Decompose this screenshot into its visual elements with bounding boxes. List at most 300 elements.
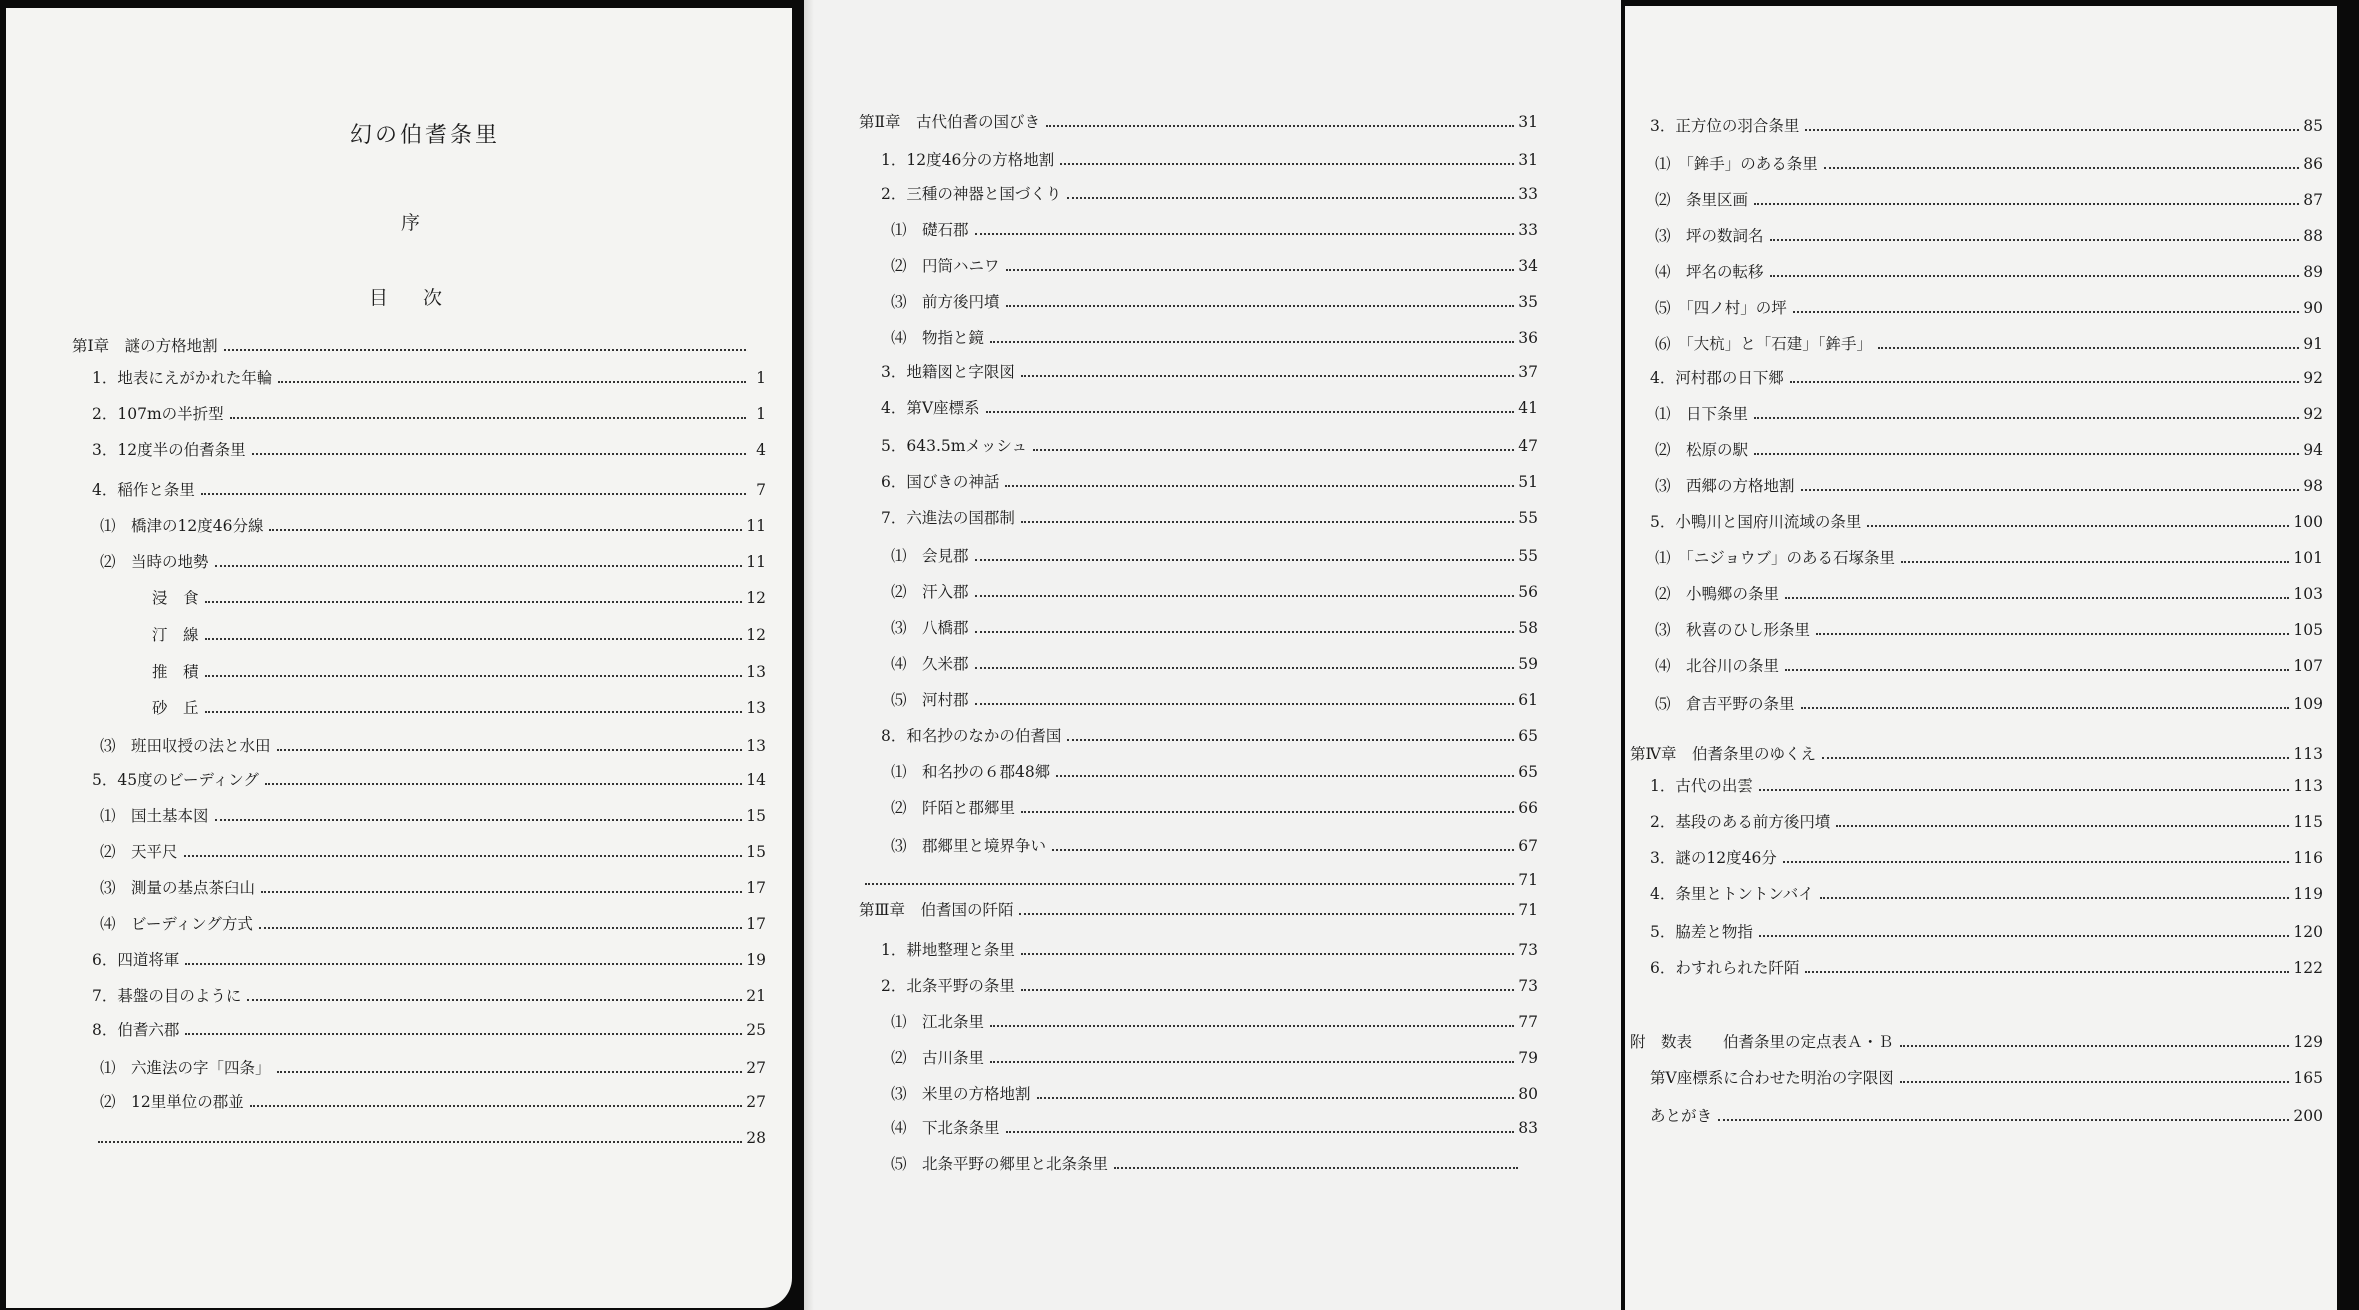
- dot-leader: [205, 711, 743, 713]
- toc-entry: [891, 220, 1538, 240]
- toc-entry-title: 6．四道将軍: [92, 951, 180, 969]
- dot-leader: [252, 453, 746, 455]
- toc-entry: [881, 940, 1538, 960]
- toc-entry: [100, 806, 766, 826]
- toc-entry-page-number: 71: [1518, 871, 1538, 889]
- toc-entry-page-number: 92: [2303, 369, 2323, 387]
- dot-leader: [265, 783, 742, 785]
- dot-leader: [975, 559, 1515, 561]
- toc-entry-page-number: 79: [1518, 1049, 1538, 1067]
- toc-entry-title: 1．地表にえがかれた年輪: [92, 369, 273, 387]
- book-title: 幻の伯耆条里: [350, 123, 501, 148]
- toc-entry-page-number: 122: [2293, 959, 2323, 977]
- dot-leader: [1867, 525, 2289, 527]
- toc-entry-page-number: 21: [746, 987, 766, 1005]
- toc-entry-title: 4．第Ⅴ座標系: [881, 399, 980, 417]
- toc-entry: [92, 1020, 766, 1040]
- toc-entry-title: ⑴ 「鉾手」のある条里: [1655, 155, 1818, 173]
- toc-entry: [891, 256, 1538, 276]
- toc-entry-title: ⑴ 国土基本図: [100, 807, 209, 825]
- toc-entry-page-number: 91: [2303, 335, 2323, 353]
- toc-entry-title: 2．北条平野の条里: [881, 977, 1015, 995]
- toc-entry: [1630, 1032, 2323, 1052]
- toc-entry: [72, 336, 766, 356]
- toc-entry-page-number: 1: [756, 369, 766, 387]
- toc-entry-title: ⑷ 久米郡: [891, 655, 969, 673]
- dot-leader: [1900, 1081, 2290, 1083]
- toc-entry-page-number: 19: [746, 951, 766, 969]
- toc-entry-title: 汀 線: [152, 626, 199, 644]
- toc-entry: [92, 480, 766, 500]
- toc-entry-page-number: 13: [746, 699, 766, 717]
- toc-entry-title: あとがき: [1650, 1107, 1713, 1125]
- dot-leader: [1805, 129, 2299, 131]
- toc-entry-page-number: 90: [2303, 299, 2323, 317]
- dot-leader: [1718, 1119, 2289, 1121]
- toc-entry: [1655, 620, 2323, 640]
- dot-leader: [1790, 381, 2299, 383]
- toc-entry-page-number: 31: [1518, 113, 1538, 131]
- toc-entry-page-number: 105: [2293, 621, 2323, 639]
- toc-entry-title: 3．謎の12度46分: [1650, 849, 1777, 867]
- toc-entry: [891, 328, 1538, 348]
- toc-entry-title: ⑵ 小鴨郷の条里: [1655, 585, 1780, 603]
- toc-entry: [100, 1092, 766, 1112]
- dot-leader: [1759, 789, 2290, 791]
- toc-entry-page-number: 107: [2293, 657, 2323, 675]
- toc-entry: [152, 662, 766, 682]
- toc-entry-page-number: 71: [1518, 901, 1538, 919]
- dot-leader: [975, 631, 1515, 633]
- toc-entry-title: ⑸ 河村郡: [891, 691, 969, 709]
- toc-entry: [92, 368, 766, 388]
- toc-entry-title: ⑵ 12里単位の郡並: [100, 1093, 244, 1111]
- toc-entry: [92, 404, 766, 424]
- toc-entry-title: 第Ⅰ章 謎の方格地割: [72, 337, 218, 355]
- toc-entry-page-number: 11: [746, 553, 766, 571]
- toc-entry: [152, 588, 766, 608]
- dot-leader: [269, 529, 742, 531]
- toc-entry: [1630, 744, 2323, 764]
- toc-entry-title: ⑶ 前方後円墳: [891, 293, 1000, 311]
- dot-leader: [1820, 897, 2290, 899]
- toc-entry-page-number: 88: [2303, 227, 2323, 245]
- dot-leader: [261, 891, 742, 893]
- toc-entry: [891, 618, 1538, 638]
- toc-entry: [1650, 512, 2323, 532]
- toc-entry-title: 5．643.5mメッシュ: [881, 437, 1028, 455]
- toc-entry-page-number: 35: [1518, 293, 1538, 311]
- dot-leader: [1114, 1167, 1518, 1169]
- toc-entry-title: ⑵ 阡陌と郡郷里: [891, 799, 1016, 817]
- toc-entry-page-number: 58: [1518, 619, 1538, 637]
- dot-leader: [1785, 597, 2289, 599]
- toc-entry: [92, 950, 766, 970]
- dot-leader: [990, 341, 1514, 343]
- toc-entry-page-number: 113: [2293, 745, 2323, 763]
- toc-entry: [1655, 226, 2323, 246]
- toc-entry: [859, 900, 1538, 920]
- toc-entry: [1650, 884, 2323, 904]
- toc-entry-title: 8．和名抄のなかの伯耆国: [881, 727, 1062, 745]
- toc-entry: [891, 582, 1538, 602]
- toc-entry-page-number: 36: [1518, 329, 1538, 347]
- toc-entry: [881, 976, 1538, 996]
- toc-entry: [881, 472, 1538, 492]
- toc-entry: [1650, 848, 2323, 868]
- toc-entry: [1650, 776, 2323, 796]
- dot-leader: [975, 595, 1515, 597]
- toc-entry: [92, 1128, 766, 1148]
- toc-entry-page-number: 80: [1518, 1085, 1538, 1103]
- toc-entry: [1650, 1106, 2323, 1126]
- toc-entry-title: 7．六進法の国郡制: [881, 509, 1015, 527]
- dot-leader: [990, 1025, 1514, 1027]
- right-page: [1625, 6, 2337, 1310]
- dot-leader: [277, 749, 743, 751]
- toc-entry-page-number: 120: [2293, 923, 2323, 941]
- dot-leader: [975, 233, 1515, 235]
- toc-entry: [891, 546, 1538, 566]
- toc-entry-page-number: 12: [746, 589, 766, 607]
- toc-entry-title: ⑸ 「四ノ村」の坪: [1655, 299, 1787, 317]
- dot-leader: [201, 493, 746, 495]
- dot-leader: [230, 417, 746, 419]
- toc-entry-title: 1．耕地整理と条里: [881, 941, 1015, 959]
- toc-entry: [152, 625, 766, 645]
- dot-leader: [185, 963, 742, 965]
- contents-heading: 目 次: [369, 287, 451, 309]
- toc-entry-page-number: 27: [746, 1059, 766, 1077]
- dot-leader: [1801, 489, 2300, 491]
- dot-leader: [205, 638, 743, 640]
- toc-entry-page-number: 59: [1518, 655, 1538, 673]
- toc-entry: [100, 842, 766, 862]
- toc-entry: [881, 436, 1538, 456]
- toc-entry-page-number: 33: [1518, 221, 1538, 239]
- toc-entry-title: ⑵ 天平尺: [100, 843, 178, 861]
- toc-entry-title: ⑸ 倉吉平野の条里: [1655, 695, 1795, 713]
- toc-entry-title: ⑴ 江北条里: [891, 1013, 985, 1031]
- toc-entry: [1655, 584, 2323, 604]
- dot-leader: [98, 1141, 742, 1143]
- toc-entry-page-number: 115: [2293, 813, 2323, 831]
- dot-leader: [1019, 913, 1514, 915]
- toc-entry: [891, 836, 1538, 856]
- toc-entry-page-number: 37: [1518, 363, 1538, 381]
- toc-entry-page-number: 87: [2303, 191, 2323, 209]
- toc-entry-title: 5．小鴨川と国府川流域の条里: [1650, 513, 1862, 531]
- dot-leader: [1052, 849, 1514, 851]
- toc-entry: [891, 1048, 1538, 1068]
- toc-entry-title: 附 数表 伯耆条里の定点表Ａ・Ｂ: [1630, 1033, 1894, 1051]
- toc-entry-page-number: 17: [746, 915, 766, 933]
- toc-entry: [891, 292, 1538, 312]
- toc-entry-page-number: 55: [1518, 547, 1538, 565]
- dot-leader: [215, 819, 743, 821]
- toc-entry-title: 1．12度46分の方格地割: [881, 151, 1055, 169]
- dot-leader: [1816, 633, 2289, 635]
- toc-entry-title: 3．地籍図と字限図: [881, 363, 1015, 381]
- toc-entry-title: 4．河村郡の日下郷: [1650, 369, 1784, 387]
- toc-entry-title: ⑷ 物指と鏡: [891, 329, 985, 347]
- toc-entry: [881, 184, 1538, 204]
- toc-entry-page-number: 129: [2293, 1033, 2323, 1051]
- toc-entry-title: ⑵ 古川条里: [891, 1049, 985, 1067]
- toc-entry-page-number: 109: [2293, 695, 2323, 713]
- dot-leader: [1006, 305, 1515, 307]
- toc-entry-page-number: 15: [746, 807, 766, 825]
- toc-entry-title: ⑵ 汗入郡: [891, 583, 969, 601]
- toc-entry-title: ⑹ 「大杭」と「石建」「鉾手」: [1655, 335, 1873, 353]
- toc-entry: [92, 440, 766, 460]
- toc-entry-title: ⑵ 円筒ハニワ: [891, 257, 1000, 275]
- toc-entry-title: ⑸ 北条平野の郷里と北条条里: [891, 1155, 1109, 1173]
- dot-leader: [1836, 825, 2289, 827]
- toc-entry: [891, 654, 1538, 674]
- toc-entry-title: ⑶ 測量の基点茶臼山: [100, 879, 256, 897]
- toc-entry-title: 3．12度半の伯耆条里: [92, 441, 246, 459]
- toc-entry: [100, 914, 766, 934]
- toc-entry-title: 3．正方位の羽合条里: [1650, 117, 1800, 135]
- toc-entry: [100, 516, 766, 536]
- toc-entry: [1655, 190, 2323, 210]
- dot-leader: [1901, 561, 2289, 563]
- toc-entry-page-number: 66: [1518, 799, 1538, 817]
- toc-entry-page-number: 47: [1518, 437, 1538, 455]
- toc-entry: [881, 726, 1538, 746]
- toc-entry-page-number: 51: [1518, 473, 1538, 491]
- toc-entry: [891, 1084, 1538, 1104]
- toc-entry: [100, 736, 766, 756]
- toc-entry-page-number: 86: [2303, 155, 2323, 173]
- toc-entry: [1650, 922, 2323, 942]
- toc-entry-title: ⑷ 坪名の転移: [1655, 263, 1764, 281]
- middle-page: [804, 0, 1621, 1310]
- dot-leader: [1785, 669, 2289, 671]
- toc-entry-title: ⑴ 和名抄の６郡48郷: [891, 763, 1051, 781]
- dot-leader: [1006, 1131, 1515, 1133]
- toc-entry-title: 推 積: [152, 663, 199, 681]
- toc-entry-page-number: 77: [1518, 1013, 1538, 1031]
- toc-entry-title: 1．古代の出雲: [1650, 777, 1753, 795]
- dot-leader: [865, 883, 1514, 885]
- toc-entry-page-number: 17: [746, 879, 766, 897]
- toc-entry-title: ⑶ 米里の方格地割: [891, 1085, 1031, 1103]
- toc-entry-page-number: 67: [1518, 837, 1538, 855]
- toc-entry-title: ⑴ 会見郡: [891, 547, 969, 565]
- toc-entry-page-number: 100: [2293, 513, 2323, 531]
- toc-entry-page-number: 11: [746, 517, 766, 535]
- toc-entry-page-number: 13: [746, 663, 766, 681]
- dot-leader: [1754, 453, 2299, 455]
- toc-entry-title: ⑶ 八橋郡: [891, 619, 969, 637]
- toc-entry-title: 5．脇差と物指: [1650, 923, 1753, 941]
- toc-entry-title: 2．基段のある前方後円墳: [1650, 813, 1831, 831]
- dot-leader: [1021, 811, 1514, 813]
- toc-entry-page-number: 28: [746, 1129, 766, 1147]
- toc-entry: [891, 762, 1538, 782]
- toc-entry: [881, 398, 1538, 418]
- toc-entry: [1655, 476, 2323, 496]
- toc-entry: [1655, 154, 2323, 174]
- dot-leader: [1037, 1097, 1515, 1099]
- dot-leader: [184, 855, 743, 857]
- toc-entry-title: ⑵ 当時の地勢: [100, 553, 209, 571]
- preface-heading: 序: [401, 212, 424, 234]
- toc-entry-page-number: 12: [746, 626, 766, 644]
- toc-entry-title: 4．稲作と条里: [92, 481, 195, 499]
- dot-leader: [1878, 347, 2299, 349]
- toc-entry-page-number: 34: [1518, 257, 1538, 275]
- toc-entry-page-number: 1: [756, 405, 766, 423]
- toc-entry: [881, 362, 1538, 382]
- dot-leader: [990, 1061, 1514, 1063]
- toc-entry-page-number: 103: [2293, 585, 2323, 603]
- toc-entry-title: ⑷ 北谷川の条里: [1655, 657, 1780, 675]
- dot-leader: [1793, 311, 2300, 313]
- toc-entry: [1655, 694, 2323, 714]
- toc-entry: [1655, 334, 2323, 354]
- toc-entry: [100, 552, 766, 572]
- dot-leader: [1021, 953, 1514, 955]
- toc-entry: [92, 986, 766, 1006]
- page-gutter: [804, 0, 814, 1310]
- dot-leader: [1046, 125, 1514, 127]
- toc-entry-title: 6．国びきの神話: [881, 473, 1000, 491]
- toc-entry-title: 砂 丘: [152, 699, 199, 717]
- toc-entry-title: 2．107mの半折型: [92, 405, 224, 423]
- dot-leader: [1770, 275, 2300, 277]
- toc-entry: [1655, 548, 2323, 568]
- toc-entry-page-number: 7: [756, 481, 766, 499]
- dot-leader: [1783, 861, 2290, 863]
- dot-leader: [250, 1105, 743, 1107]
- dot-leader: [205, 601, 743, 603]
- dot-leader: [986, 411, 1515, 413]
- toc-entry-page-number: 85: [2303, 117, 2323, 135]
- dot-leader: [1822, 757, 2289, 759]
- toc-entry: [859, 870, 1538, 890]
- toc-entry-page-number: 116: [2293, 849, 2323, 867]
- toc-entry-page-number: 94: [2303, 441, 2323, 459]
- toc-entry: [1650, 1068, 2323, 1088]
- toc-entry-page-number: 92: [2303, 405, 2323, 423]
- toc-entry-page-number: 55: [1518, 509, 1538, 527]
- toc-entry-page-number: 15: [746, 843, 766, 861]
- toc-entry-page-number: 83: [1518, 1119, 1538, 1137]
- toc-entry-title: 6．わすれられた阡陌: [1650, 959, 1800, 977]
- toc-entry-title: 第Ⅱ章 古代伯耆の国びき: [859, 113, 1041, 131]
- toc-entry-page-number: 101: [2293, 549, 2323, 567]
- toc-entry-title: ⑴ 日下条里: [1655, 405, 1749, 423]
- toc-entry: [100, 878, 766, 898]
- toc-entry-title: ⑴ 六進法の字「四条」: [100, 1059, 271, 1077]
- dot-leader: [1805, 971, 2289, 973]
- dot-leader: [224, 349, 746, 351]
- toc-entry: [1655, 440, 2323, 460]
- toc-entry-title: ⑶ 秋喜のひし形条里: [1655, 621, 1811, 639]
- toc-entry-page-number: 119: [2293, 885, 2323, 903]
- toc-entry-title: 4．条里とトントンバイ: [1650, 885, 1814, 903]
- toc-entry: [100, 1058, 766, 1078]
- toc-entry-page-number: 41: [1518, 399, 1538, 417]
- toc-entry-title: ⑵ 条里区画: [1655, 191, 1749, 209]
- dot-leader: [975, 667, 1515, 669]
- toc-entry-title: ⑶ 班田収授の法と水田: [100, 737, 271, 755]
- toc-entry-page-number: 31: [1518, 151, 1538, 169]
- dot-leader: [1824, 167, 2300, 169]
- toc-entry-page-number: 89: [2303, 263, 2323, 281]
- toc-entry-title: 第Ⅳ章 伯耆条里のゆくえ: [1630, 745, 1816, 763]
- dot-leader: [1005, 485, 1514, 487]
- dot-leader: [1900, 1045, 2290, 1047]
- dot-leader: [278, 381, 746, 383]
- dot-leader: [1067, 197, 1514, 199]
- toc-entry: [1650, 958, 2323, 978]
- toc-entry: [891, 1012, 1538, 1032]
- dot-leader: [1759, 935, 2290, 937]
- dot-leader: [1754, 417, 2299, 419]
- toc-entry: [891, 690, 1538, 710]
- dot-leader: [1754, 203, 2299, 205]
- toc-entry-title: 5．45度のビーディング: [92, 771, 259, 789]
- toc-entry-title: 第Ⅴ座標系に合わせた明治の字限図: [1650, 1069, 1894, 1087]
- toc-entry: [881, 508, 1538, 528]
- toc-entry-page-number: 113: [2293, 777, 2323, 795]
- toc-entry-page-number: 65: [1518, 727, 1538, 745]
- dot-leader: [975, 703, 1515, 705]
- dot-leader: [247, 999, 742, 1001]
- toc-entry-title: ⑴ 礎石郡: [891, 221, 969, 239]
- toc-entry-page-number: 165: [2293, 1069, 2323, 1087]
- toc-entry: [1655, 656, 2323, 676]
- dot-leader: [1060, 163, 1514, 165]
- toc-entry-title: 7．碁盤の目のように: [92, 987, 242, 1005]
- dot-leader: [1770, 239, 2300, 241]
- dot-leader: [1021, 375, 1514, 377]
- toc-entry-title: 浸 食: [152, 589, 199, 607]
- toc-entry: [891, 798, 1538, 818]
- toc-entry: [1650, 368, 2323, 388]
- toc-entry-page-number: 33: [1518, 185, 1538, 203]
- toc-entry-page-number: 73: [1518, 977, 1538, 995]
- dot-leader: [205, 675, 743, 677]
- toc-entry: [881, 150, 1538, 170]
- toc-entry: [1650, 116, 2323, 136]
- toc-entry-page-number: 98: [2303, 477, 2323, 495]
- toc-entry-page-number: 27: [746, 1093, 766, 1111]
- toc-entry-page-number: 65: [1518, 763, 1538, 781]
- dot-leader: [1801, 707, 2290, 709]
- toc-entry-page-number: 25: [746, 1021, 766, 1039]
- toc-entry-page-number: 200: [2293, 1107, 2323, 1125]
- toc-entry-page-number: 4: [756, 441, 766, 459]
- toc-entry: [859, 112, 1538, 132]
- toc-entry: [891, 1154, 1538, 1174]
- dot-leader: [1056, 775, 1514, 777]
- dot-leader: [1021, 989, 1514, 991]
- toc-entry-title: 2．三種の神器と国づくり: [881, 185, 1062, 203]
- toc-entry-title: 第Ⅲ章 伯耆国の阡陌: [859, 901, 1014, 919]
- dot-leader: [259, 927, 742, 929]
- toc-entry: [1655, 404, 2323, 424]
- toc-entry-title: ⑴ 「ニジョウブ」のある石塚条里: [1655, 549, 1895, 567]
- toc-entry: [1655, 298, 2323, 318]
- dot-leader: [1006, 269, 1515, 271]
- toc-entry-title: ⑶ 郡郷里と境界争い: [891, 837, 1047, 855]
- toc-entry-title: ⑴ 橋津の12度46分線: [100, 517, 264, 535]
